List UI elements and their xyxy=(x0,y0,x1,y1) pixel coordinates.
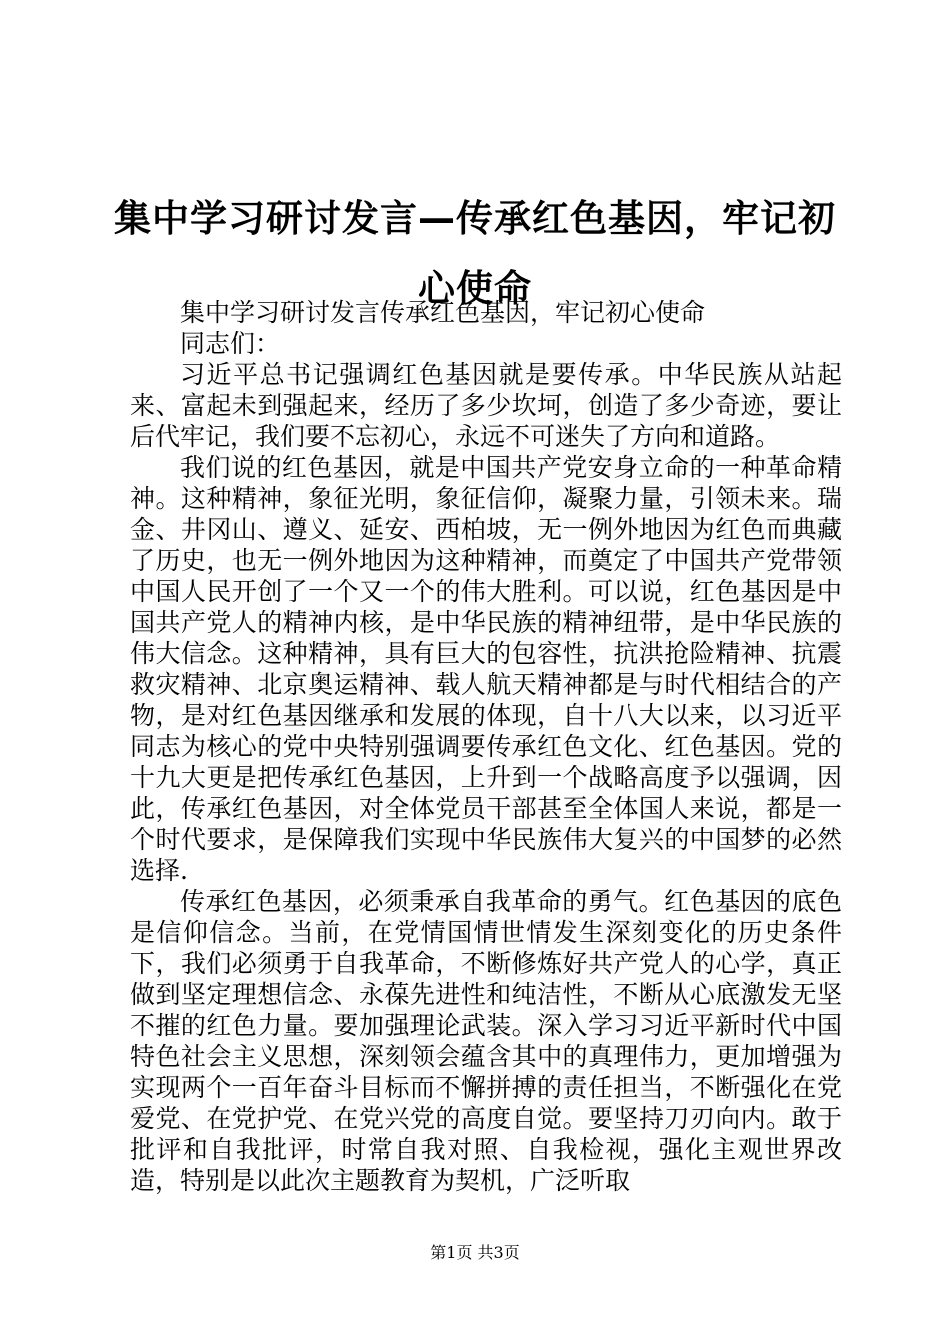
paragraph: 我们说的红色基因，就是中国共产党安身立命的一种革命精神。这种精神，象征光明，象征信仰，凝聚力量，引领未来。瑞金、井冈山、遵义、延安、西柏坡，无一例外地因为红色而典藏了历史，也无一例外地因为这种精神，而奠定了中国共产党带领中国人民开创了一个又一个的伟大胜利。可以说，红色基因是中国共产党人的精神内核，是中华民族的精神纽带，是中华民族的伟大信念。这种精神，具有巨大的包容性，抗洪抢险精神、抗震救灾精神、北京奥运精神、载人航天精神都是与时代相结合的产物，是对红色基因继承和发展的体现，自十八大以来，以习近平同志为核心的党中央特别强调要传承红色文化、红色基因。党的十九大更是把传承红色基因，上升到一个战略高度予以强调，因此，传承红色基因，对全体党员干部甚至全体国人来说，都是一个时代要求，是保障我们实现中华民族伟大复兴的中国梦的必然选择. xyxy=(130,453,842,885)
paragraph-salutation: 同志们： xyxy=(180,329,281,358)
paragraph: 传承红色基因，必须秉承自我革命的勇气。红色基因的底色是信仰信念。当前，在党情国情世情发生深刻变化的历史条件下，我们必须勇于自我革命，不断修炼好共产党人的心学，真正做到坚定理想信念、永葆先进性和纯洁性，不断从心底激发无坚不摧的红色力量。要加强理论武装。深入学习习近平新时代中国特色社会主义思想，深刻领会蕴含其中的真理伟力，更加增强为实现两个一百年奋斗目标而不懈拼搏的责任担当，不断强化在党爱党、在党护党、在党兴党的高度自觉。要坚持刀刃向内。敢于批评和自我批评，时常自我对照、自我检视，强化主观世界改造，特别是以此次主题教育为契机，广泛听取 xyxy=(130,887,842,1195)
page-footer: 第1页 共3页 xyxy=(430,1243,520,1262)
paragraph-subtitle: 集中学习研讨发言传承红色基因，牢记初心使命 xyxy=(180,298,706,327)
paragraph: 习近平总书记强调红色基因就是要传承。中华民族从站起来、富起未到强起来，经历了多少坎坷，创造了多少奇迹，要让后代牢记，我们要不忘初心，永远不可迷失了方向和道路。 xyxy=(130,360,842,451)
document-title: 集中学习研讨发言—传承红色基因，牢记初心使命 xyxy=(114,197,836,310)
document-body xyxy=(130,297,842,1196)
